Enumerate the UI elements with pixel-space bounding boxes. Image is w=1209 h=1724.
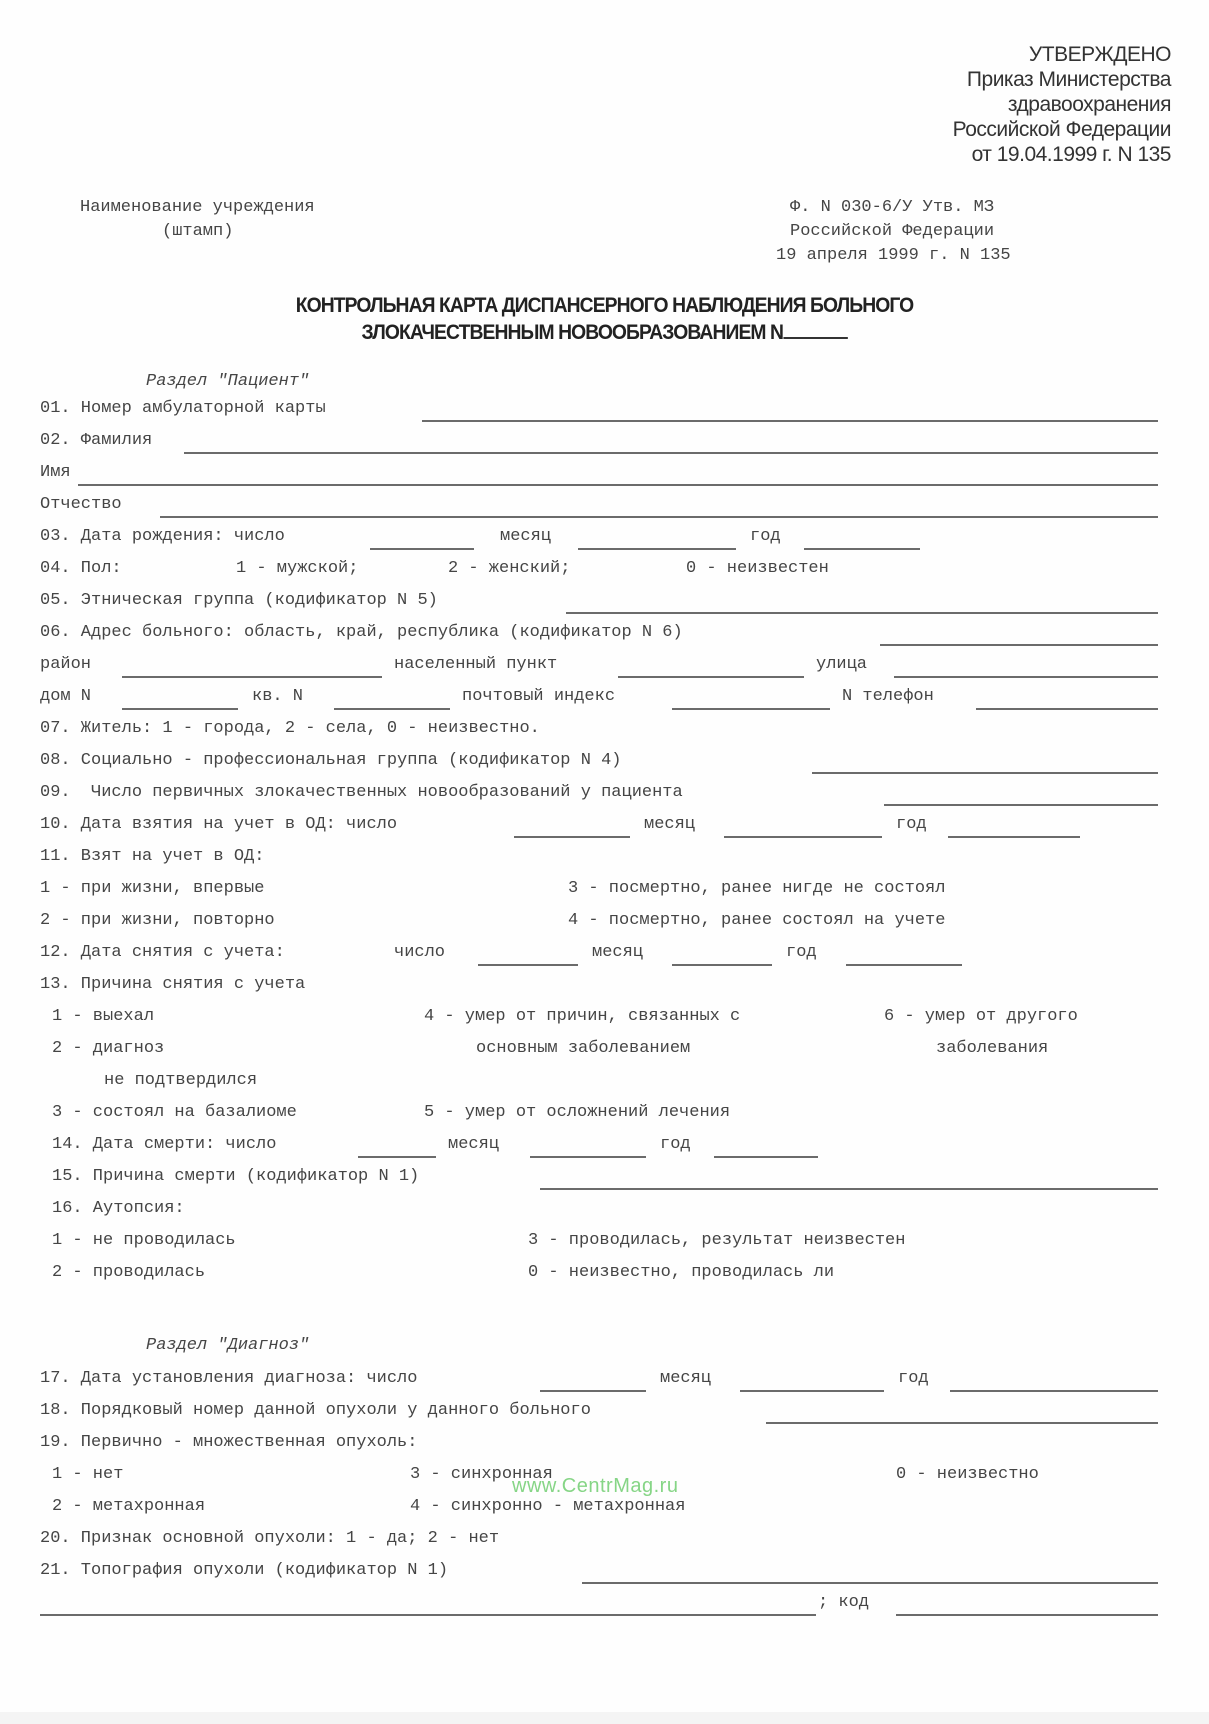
f11-option-1: 1 - при жизни, впервые [40, 879, 265, 898]
section-heading-patient: Раздел "Пациент" [146, 372, 310, 391]
f19-option-4: 4 - синхронно - метахронная [410, 1497, 686, 1516]
approval-line: УТВЕРЖДЕНО [1028, 43, 1171, 66]
f19-option-0: 0 - неизвестно [896, 1465, 1039, 1484]
patronymic-label: Отчество [40, 495, 122, 514]
diagnosis-year-label: год [898, 1369, 929, 1388]
social-group-field[interactable] [812, 772, 1158, 774]
registration-day-field[interactable] [514, 836, 630, 838]
death-month-label: месяц [448, 1135, 500, 1154]
name-label: Имя [40, 463, 71, 482]
section-heading-diagnosis: Раздел "Диагноз" [146, 1336, 310, 1355]
topography-code-field[interactable] [896, 1614, 1158, 1616]
postcode-label: почтовый индекс [462, 687, 616, 706]
approval-line: Приказ Министерства [966, 68, 1171, 91]
f16-label: 16. Аутопсия: [52, 1199, 185, 1218]
deregistration-year-label: год [786, 943, 817, 962]
form-ref-line: Российской Федерации [790, 222, 995, 241]
f01-label: 01. Номер амбулаторной карты [40, 399, 326, 418]
document-title [48, 292, 1160, 346]
f08-label: 08. Социально - профессиональная группа (кодификатор N 4) [40, 751, 622, 770]
sex-option-male: 1 - мужской; [236, 559, 359, 578]
phone-label: N телефон [842, 687, 934, 706]
f06-label: 06. Адрес больного: область, край, республика (кодификатор N 6) [40, 623, 683, 642]
death-month-field[interactable] [530, 1156, 646, 1158]
house-field[interactable] [122, 708, 238, 710]
apartment-label: кв. N [252, 687, 304, 706]
f16-option-0: 0 - неизвестно, проводилась ли [528, 1263, 835, 1282]
form-ref-line: Ф. N 030-6/У Утв. МЗ [790, 198, 995, 217]
name-field[interactable] [78, 484, 1158, 486]
f11-option-4: 4 - посмертно, ранее состоял на учете [568, 911, 946, 930]
form-ref-line: 19 апреля 1999 г. N 135 [776, 246, 1011, 265]
f16-option-3: 3 - проводилась, результат неизвестен [528, 1231, 906, 1250]
locality-field[interactable] [618, 676, 804, 678]
f01-field[interactable] [422, 420, 1158, 422]
house-label: дом N [40, 687, 92, 706]
f13-label: 13. Причина снятия с учета [40, 975, 306, 994]
region-field[interactable] [880, 644, 1158, 646]
primary-neoplasms-count-field[interactable] [884, 804, 1158, 806]
f13-option-4: 4 - умер от причин, связанных с [424, 1007, 741, 1026]
deregistration-month-label: месяц [592, 943, 644, 962]
street-field[interactable] [894, 676, 1158, 678]
registration-month-field[interactable] [724, 836, 882, 838]
diagnosis-year-field[interactable] [950, 1390, 1158, 1392]
f13-option-2-cont: не подтвердился [104, 1071, 258, 1090]
f10-label: 10. Дата взятия на учет в ОД: число [40, 815, 398, 834]
birth-month-field[interactable] [578, 548, 736, 550]
f13-option-5: 5 - умер от осложнений лечения [424, 1103, 731, 1122]
f19-option-3: 3 - синхронная [410, 1465, 553, 1484]
registration-month-label: месяц [644, 815, 696, 834]
registration-year-field[interactable] [948, 836, 1080, 838]
death-day-field[interactable] [358, 1156, 436, 1158]
f09-label: 09. Число первичных злокачественных новообразований у пациента [40, 783, 683, 802]
f02-label: 02. Фамилия [40, 431, 153, 450]
f16-option-1: 1 - не проводилась [52, 1231, 236, 1250]
patronymic-field[interactable] [160, 516, 1158, 518]
f11-option-3: 3 - посмертно, ранее нигде не состоял [568, 879, 946, 898]
apartment-field[interactable] [334, 708, 450, 710]
sex-option-unknown: 0 - неизвестен [686, 559, 829, 578]
f18-label: 18. Порядковый номер данной опухоли у данного больного [40, 1401, 591, 1420]
f15-label: 15. Причина смерти (кодификатор N 1) [52, 1167, 420, 1186]
title-line-2: ЗЛОКАЧЕСТВЕННЫМ НОВООБРАЗОВАНИЕМ N [48, 319, 1160, 346]
approval-line: от 19.04.1999 г. N 135 [971, 143, 1171, 166]
title-line-1: КОНТРОЛЬНАЯ КАРТА ДИСПАНСЕРНОГО НАБЛЮДЕНИЯ БОЛЬНОГО [295, 294, 914, 317]
f13-option-4-cont: основным заболеванием [476, 1039, 691, 1058]
ethnic-group-field[interactable] [566, 612, 1158, 614]
locality-label: населенный пункт [394, 655, 558, 674]
f13-option-6-cont: заболевания [936, 1039, 1049, 1058]
street-label: улица [816, 655, 868, 674]
sex-option-female: 2 - женский; [448, 559, 571, 578]
f17-label: 17. Дата установления диагноза: число [40, 1369, 418, 1388]
f19-option-1: 1 - нет [52, 1465, 124, 1484]
institution-stamp-label: (штамп) [162, 222, 234, 241]
f21-label: 21. Топография опухоли (кодификатор N 1) [40, 1561, 449, 1580]
approval-line: Российской Федерации [952, 118, 1171, 141]
diagnosis-day-field[interactable] [540, 1390, 646, 1392]
f16-option-2: 2 - проводилась [52, 1263, 206, 1282]
f19-label: 19. Первично - множественная опухоль: [40, 1433, 418, 1452]
f12-label: 12. Дата снятия с учета: [40, 943, 285, 962]
deregistration-day-label: число [394, 943, 446, 962]
f14-label: 14. Дата смерти: число [52, 1135, 277, 1154]
birth-month-label: месяц [500, 527, 552, 546]
approval-block [953, 42, 1171, 167]
approval-line: здравоохранения [1007, 93, 1171, 116]
f11-option-2: 2 - при жизни, повторно [40, 911, 275, 930]
surname-field[interactable] [184, 452, 1158, 454]
tumor-topography-field[interactable] [582, 1582, 1158, 1584]
death-year-label: год [660, 1135, 691, 1154]
birth-day-field[interactable] [370, 548, 474, 550]
deregistration-year-field[interactable] [846, 964, 962, 966]
deregistration-month-field[interactable] [672, 964, 772, 966]
f19-option-2: 2 - метахронная [52, 1497, 206, 1516]
f13-option-1: 1 - выехал [52, 1007, 155, 1026]
birth-year-field[interactable] [804, 548, 920, 550]
f13-option-3: 3 - состоял на базалиоме [52, 1103, 297, 1122]
watermark: www.CentrMag.ru [512, 1475, 679, 1497]
district-field[interactable] [122, 676, 382, 678]
f13-option-2: 2 - диагноз [52, 1039, 165, 1058]
f05-label: 05. Этническая группа (кодификатор N 5) [40, 591, 438, 610]
diagnosis-month-field[interactable] [740, 1390, 884, 1392]
f13-option-6: 6 - умер от другого [884, 1007, 1078, 1026]
card-number-field[interactable] [783, 319, 847, 339]
phone-field[interactable] [976, 708, 1158, 710]
f04-label: 04. Пол: [40, 559, 122, 578]
tumor-topography-field-cont[interactable] [40, 1614, 816, 1616]
diagnosis-month-label: месяц [660, 1369, 712, 1388]
f03-label: 03. Дата рождения: число [40, 527, 285, 546]
postcode-field[interactable] [672, 708, 830, 710]
topography-code-label: ; код [818, 1593, 870, 1612]
district-label: район [40, 655, 92, 674]
f07-label: 07. Житель: 1 - города, 2 - села, 0 - неизвестно. [40, 719, 540, 738]
institution-name-label: Наименование учреждения [80, 198, 315, 217]
deregistration-day-field[interactable] [478, 964, 578, 966]
tumor-ordinal-field[interactable] [766, 1422, 1158, 1424]
f20-label: 20. Признак основной опухоли: 1 - да; 2 - нет [40, 1529, 500, 1548]
page-bottom-edge [0, 1712, 1209, 1724]
f11-label: 11. Взят на учет в ОД: [40, 847, 265, 866]
death-cause-field[interactable] [540, 1188, 1158, 1190]
registration-year-label: год [896, 815, 927, 834]
death-year-field[interactable] [714, 1156, 818, 1158]
birth-year-label: год [750, 527, 781, 546]
